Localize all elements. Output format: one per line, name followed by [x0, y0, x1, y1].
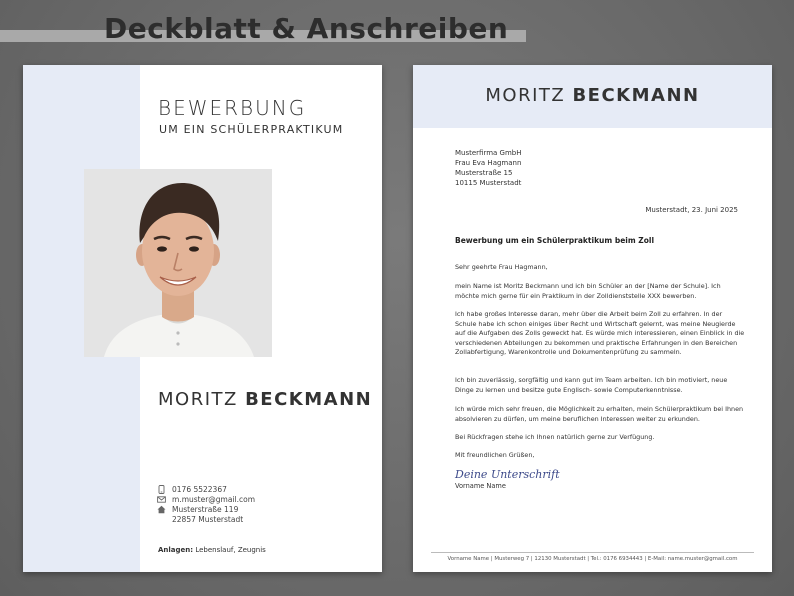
- cover-first-name: MORITZ: [158, 389, 238, 410]
- letter-first-name: MORITZ: [485, 85, 566, 106]
- letter-paragraph: Bei Rückfragen stehe ich Ihnen natürlich gerne zur Verfügung.: [455, 433, 655, 441]
- letter-closing: Mit freundlichen Grüßen,: [455, 451, 535, 459]
- contact-city: 22857 Musterstadt: [172, 515, 244, 524]
- recipient-line: 10115 Musterstadt: [455, 179, 522, 187]
- signature-name: Vorname Name: [455, 482, 506, 490]
- letter-footer: Vorname Name | Musterweg 7 | 12130 Musterstadt | Tel.: 0176 6934443 | E-Mail: name.muster@gmail.com: [447, 556, 738, 562]
- recipient-address: [455, 148, 522, 188]
- cover-applicant-name: [158, 389, 372, 410]
- letter-subject: Bewerbung um ein Schülerpraktikum beim Zoll: [455, 236, 655, 245]
- attachments-line: [158, 546, 266, 554]
- attachments-value: Lebenslauf, Zeugnis: [195, 546, 266, 554]
- recipient-line: Musterfirma GmbH: [455, 149, 522, 157]
- applicant-photo: [84, 169, 272, 357]
- banner-title: Deckblatt & Anschreiben: [104, 12, 509, 45]
- attachments-label: Anlagen:: [158, 546, 194, 554]
- cover-subheading: UM EIN SCHÜLERPRAKTIKUM: [159, 123, 344, 136]
- home-icon: [157, 505, 166, 514]
- letter-paragraph: Ich bin zuverlässig, sorgfältig und kann gut im Team arbeiten. Ich bin motiviert, neue Dinge zu lernen und besitze gute Englisch- sowie Computerkenntnisse.: [455, 376, 728, 394]
- recipient-line: Frau Eva Hagmann: [455, 159, 522, 167]
- cover-heading: BEWERBUNG: [158, 96, 307, 120]
- cover-page: [23, 65, 382, 572]
- phone-icon: [157, 485, 166, 494]
- letter-paragraph: Ich habe großes Interesse daran, mehr über die Arbeit beim Zoll zu erfahren. In der Schule habe ich schon einiges über Recht und Wirtschaft gelernt, was meine Neugierde auf die Aufgaben des Zolls geweckt hat. Es würde mich interessieren, einen Einblick in die verschiedenen Abteilungen zu bekommen und praktische Erfahrungen in den Bereichen Zollabfertigung, Warenkontrolle und Dokumentenprüfung zu sammeln.: [455, 310, 745, 356]
- letter-paragraph: mein Name ist Moritz Beckmann und ich bin Schüler an der [Name der Schule]. Ich möchte mich gerne für ein Praktikum in der Zolldienststelle XXX bewerben.: [455, 282, 721, 300]
- letter-date: Musterstadt, 23. Juni 2025: [645, 206, 738, 214]
- letter-salutation: Sehr geehrte Frau Hagmann,: [455, 263, 548, 271]
- contact-email: m.muster@gmail.com: [172, 495, 256, 504]
- letter-paragraph: Ich würde mich sehr freuen, die Möglichkeit zu erhalten, mein Schülerpraktikum bei Ihnen absolvieren zu dürfen, um meine beruflichen Interessen weiter zu erkunden.: [455, 405, 744, 423]
- portrait-image: [84, 169, 272, 357]
- recipient-line: Musterstraße 15: [455, 169, 513, 177]
- letter-applicant-name: [413, 85, 772, 106]
- mail-icon: [157, 495, 166, 504]
- contact-phone: 0176 5522367: [172, 485, 227, 494]
- cover-last-name: BECKMANN: [245, 389, 373, 410]
- letter-last-name: BECKMANN: [572, 85, 700, 106]
- contact-street: Musterstraße 119: [172, 505, 239, 514]
- footer-divider: [431, 552, 754, 553]
- letter-page: [413, 65, 772, 572]
- signature-placeholder: Deine Unterschrift: [455, 468, 560, 481]
